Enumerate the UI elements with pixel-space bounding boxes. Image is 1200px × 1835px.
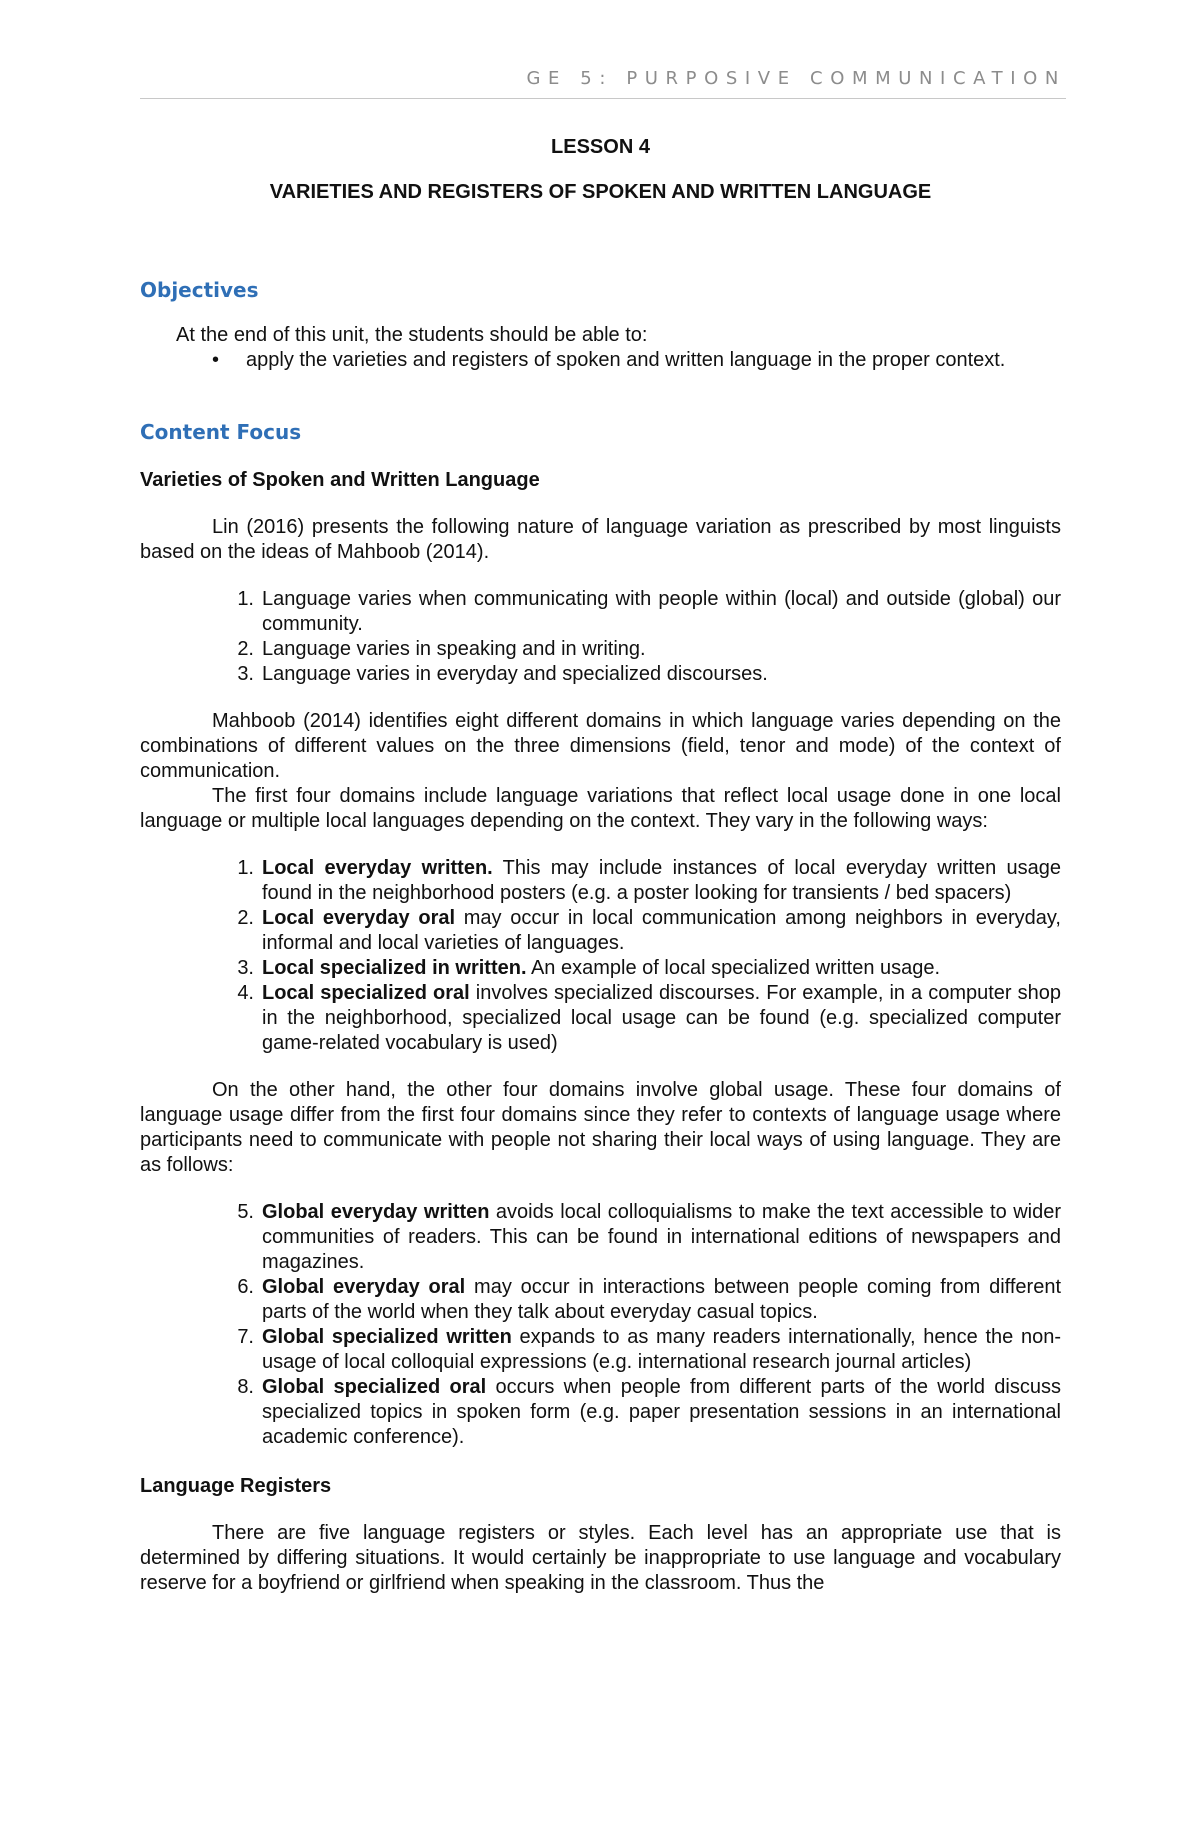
registers-subheading: Language Registers	[140, 1475, 332, 1497]
objectives-intro: At the end of this unit, the students should be able to:	[176, 324, 648, 346]
paragraph-lin: Lin (2016) presents the following nature of language variation as prescribed by most linguists based on the ideas of Mahboob (2014).	[140, 516, 1061, 563]
running-header: GE 5: PURPOSIVE COMMUNICATION	[526, 68, 1066, 89]
objectives-list	[140, 348, 1061, 373]
list-item: 1. Local everyday written. This may include instances of local everyday written usage found in the neighborhood posters (e.g. a poster looking for transients / bed spacers)	[237, 857, 1061, 904]
objective-item: • apply the varieties and registers of spoken and written language in the proper context.	[246, 348, 1061, 373]
list-item: 1. Language varies when communicating with people within (local) and outside (global) our community.	[237, 588, 1061, 635]
list-item: 8. Global specialized oral occurs when people from different parts of the world discuss specialized topics in spoken form (e.g. paper presentation sessions in an international academic conference).	[237, 1376, 1061, 1448]
local-domains-list	[140, 856, 1061, 1056]
variation-list	[140, 587, 1061, 687]
paragraph-first-four: The first four domains include language variations that reflect local usage done in one local language or multiple local languages depending on the context. They vary in the following ways:	[140, 785, 1061, 832]
list-item: 2. Language varies in speaking and in writing.	[237, 638, 646, 660]
list-item: 4. Local specialized oral involves specialized discourses. For example, in a computer shop in the neighborhood, specialized local usage can be found (e.g. specialized computer game-related vocabulary is used)	[237, 982, 1061, 1054]
list-item: 7. Global specialized written expands to as many readers internationally, hence the non-usage of local colloquial expressions (e.g. international research journal articles)	[237, 1326, 1061, 1373]
paragraph-registers: There are five language registers or styles. Each level has an appropriate use that is determined by differing situations. It would certainly be inappropriate to use language and vocabulary reserve for a boyfriend or girlfriend when speaking in the classroom. Thus the	[140, 1522, 1061, 1594]
list-item: 6. Global everyday oral may occur in interactions between people coming from different parts of the world when they talk about everyday casual topics.	[237, 1276, 1062, 1323]
paragraph-mahboob: Mahboob (2014) identifies eight different domains in which language varies depending on the combinations of different values on the three dimensions (field, tenor and mode) of the context of communication.	[140, 710, 1061, 782]
list-item: 2. Local everyday oral may occur in local communication among neighbors in everyday, informal and local varieties of languages.	[237, 907, 1061, 954]
global-domains-list	[140, 1200, 1061, 1450]
header-rule	[140, 98, 1066, 99]
list-item: 3. Local specialized in written. An example of local specialized written usage.	[237, 957, 941, 979]
content-focus-heading: Content Focus	[140, 420, 302, 444]
list-item: 3. Language varies in everyday and specialized discourses.	[237, 663, 768, 685]
objectives-heading: Objectives	[140, 278, 259, 302]
list-item: 5. Global everyday written avoids local colloquialisms to make the text accessible to wider communities of readers. This can be found in international editions of newspapers and magazines.	[237, 1201, 1061, 1273]
content	[140, 135, 1061, 1596]
lesson-title: VARIETIES AND REGISTERS OF SPOKEN AND WRITTEN LANGUAGE	[269, 181, 932, 203]
lesson-number: LESSON 4	[551, 136, 650, 158]
varieties-subheading: Varieties of Spoken and Written Language	[140, 469, 540, 491]
paragraph-global: On the other hand, the other four domains involve global usage. These four domains of language usage differ from the first four domains since they refer to contexts of language usage where participants need to communicate with people not sharing their local ways of using language. They are as follows:	[140, 1079, 1061, 1176]
